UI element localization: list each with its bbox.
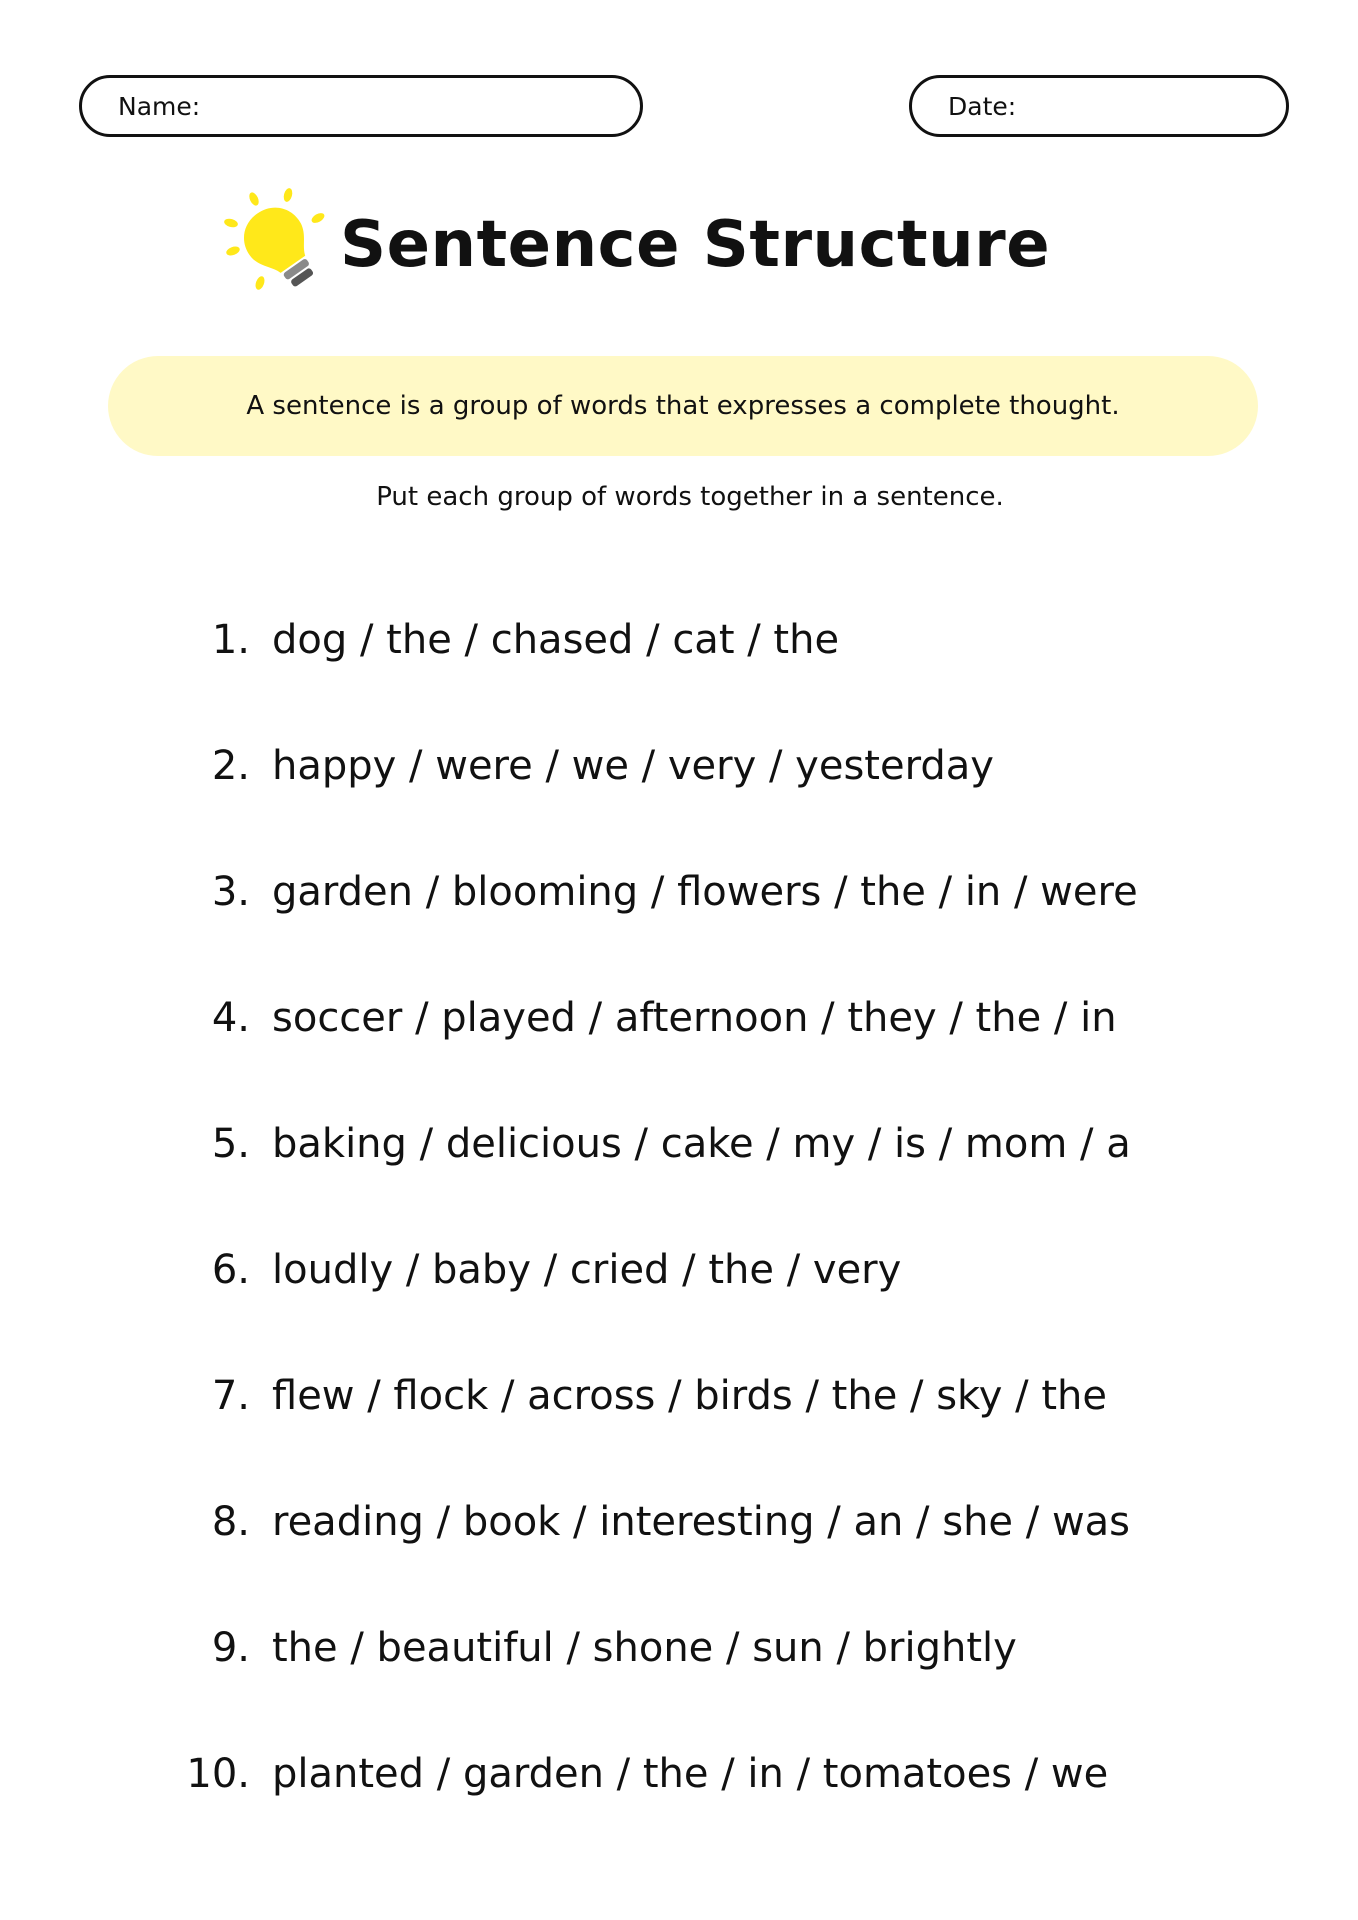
item-words: planted / garden / the / in / tomatoes / we: [272, 1751, 1109, 1797]
item-words: dog / the / chased / cat / the: [272, 617, 840, 663]
exercise-item: [170, 1497, 1270, 1623]
item-words: soccer / played / afternoon / they / the / in: [272, 995, 1117, 1041]
date-field[interactable]: [909, 75, 1289, 137]
item-number: 9.: [211, 1625, 250, 1671]
item-words: loudly / baby / cried / the / very: [272, 1247, 902, 1293]
exercise-item: [170, 867, 1270, 993]
item-number: 10.: [186, 1751, 250, 1797]
item-number: 5.: [211, 1121, 250, 1167]
exercise-list: [170, 615, 1270, 1875]
item-number: 6.: [211, 1247, 250, 1293]
name-label: Name:: [118, 91, 201, 121]
name-field[interactable]: [79, 75, 643, 137]
lightbulb-icon: [220, 185, 335, 300]
date-label: Date:: [948, 91, 1017, 121]
exercise-item: [170, 741, 1270, 867]
definition-text: A sentence is a group of words that expresses a complete thought.: [246, 391, 1120, 421]
item-number: 3.: [211, 869, 250, 915]
exercise-item: [170, 1245, 1270, 1371]
exercise-item: [170, 1623, 1270, 1749]
item-number: 1.: [211, 617, 250, 663]
item-words: the / beautiful / shone / sun / brightly: [272, 1625, 1017, 1671]
exercise-item: [170, 1749, 1270, 1875]
exercise-item: [170, 993, 1270, 1119]
item-words: happy / were / we / very / yesterday: [272, 743, 994, 789]
item-words: flew / flock / across / birds / the / sky / the: [272, 1373, 1108, 1419]
item-words: garden / blooming / flowers / the / in / were: [272, 869, 1138, 915]
item-words: baking / delicious / cake / my / is / mom / a: [272, 1121, 1131, 1167]
instruction-text: Put each group of words together in a sentence.: [376, 482, 1004, 512]
item-number: 2.: [211, 743, 250, 789]
title-row: [220, 185, 1120, 310]
item-words: reading / book / interesting / an / she / was: [272, 1499, 1131, 1545]
definition-banner: [108, 356, 1258, 456]
exercise-item: [170, 1119, 1270, 1245]
item-number: 4.: [211, 995, 250, 1041]
page-title: Sentence Structure: [340, 208, 1051, 282]
exercise-item: [170, 1371, 1270, 1497]
item-number: 7.: [211, 1373, 250, 1419]
exercise-item: [170, 615, 1270, 741]
item-number: 8.: [211, 1499, 250, 1545]
